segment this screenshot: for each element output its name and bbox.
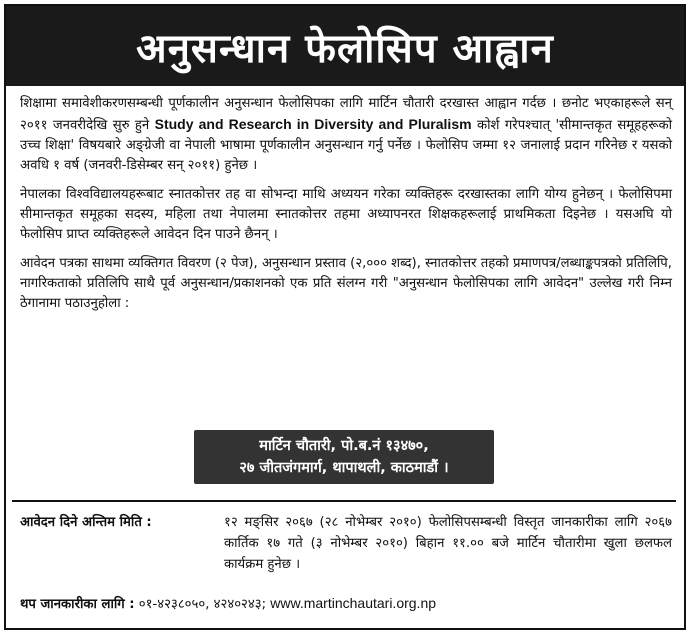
address-box bbox=[194, 430, 494, 484]
paragraph-intro bbox=[20, 94, 672, 176]
notice-frame bbox=[4, 4, 686, 630]
address-line-1: मार्टिन चौतारी, पो.ब.नं १३४७०, bbox=[259, 438, 429, 454]
contact-section bbox=[20, 593, 672, 615]
paragraph-application: आवेदन पत्रका साथमा व्यक्तिगत विवरण (२ पेज), अनुसन्धान प्रस्ताव (२,००० शब्द), स्नातकोत्तर तहको प्रमाणपत्र/लब्धाङ्कपत्रको प्रतिलिपि, नागरिकताको प्रतिलिपि साथै पूर्व अनुसन्धान/प्रकाशनको एक प्रति संलग्न गरी "अनुसन्धान फेलोसिपका लागि आवेदन" उल्लेख गरी निम्न ठेगानामा पठाउनुहोला : bbox=[20, 256, 672, 311]
notice-title: अनुसन्धान फेलोसिप आह्वान bbox=[136, 25, 554, 72]
course-name: Study and Research in Diversity and Pluralism bbox=[154, 116, 472, 132]
website-link[interactable]: www.martinchautari.org.np bbox=[270, 595, 437, 611]
notice-body bbox=[20, 94, 672, 323]
contact-label: थप जानकारीका लागि : bbox=[20, 597, 135, 612]
paragraph-eligibility: नेपालका विश्वविद्यालयहरूबाट स्नातकोत्तर तह वा सोभन्दा माथि अध्ययन गरेका व्यक्तिहरू दरखास्तका लागि योग्य हुनेछन् । फेलोसिपमा सीमान्तकृत समूहका सदस्य, महिला तथा नेपालमा स्नातकोत्तर तहमा अध्यापनरत शिक्षकहरूलाई प्राथमिकता दिइनेछ । यसअघि यो फेलोसिप प्राप्त व्यक्तिहरूले आवेदन दिन पाउने छैनन् । bbox=[20, 187, 672, 242]
address-line-2: २७ जीतजंगमार्ग, थापाथली, काठमाडौं । bbox=[239, 460, 449, 476]
deadline-text: १२ मङ्सिर २०६७ (२८ नोभेम्बर २०१०) फेलोसिपसम्बन्धी विस्तृत जानकारीका लागि २०६७ कार्तिक १७ गते (३ नोभेम्बर २०१०) बिहान ११.०० बजे मार्टिन चौतारीमा खुला छलफल कार्यक्रम हुनेछ । bbox=[224, 515, 672, 572]
contact-phones: ०१-४२३८०५०, ४२४०२४३; bbox=[134, 597, 271, 612]
divider bbox=[12, 500, 676, 502]
intro-text-a: शिक्षामा समावेशीकरणसम्बन्धी पूर्णकालीन अनुसन्धान फेलोसिपका लागि मार्टिन चौतारी दरखास्त आह्वान गर्दछ । छनोट भएकाहरूले सन् २०११ जनवरीदेखि सुरु हुने bbox=[20, 96, 672, 133]
title-banner bbox=[6, 6, 684, 86]
deadline-label: आवेदन दिने अन्तिम मिति : bbox=[20, 515, 152, 530]
intro-text-b: कोर्श गरेपश्चात् 'सीमान्तकृत समूहहरूको उच्च शिक्षा' विषयबारे अङ्ग्रेजी वा नेपाली भाषामा पूर्णकालीन अनुसन्धान गर्नु पर्नेछ । फेलोसिप जम्मा १२ जनालाई प्रदान गरिनेछ र यसको अवधि १ वर्ष (जनवरी-डिसेम्बर सन् २०११) हुनेछ । bbox=[20, 118, 672, 173]
